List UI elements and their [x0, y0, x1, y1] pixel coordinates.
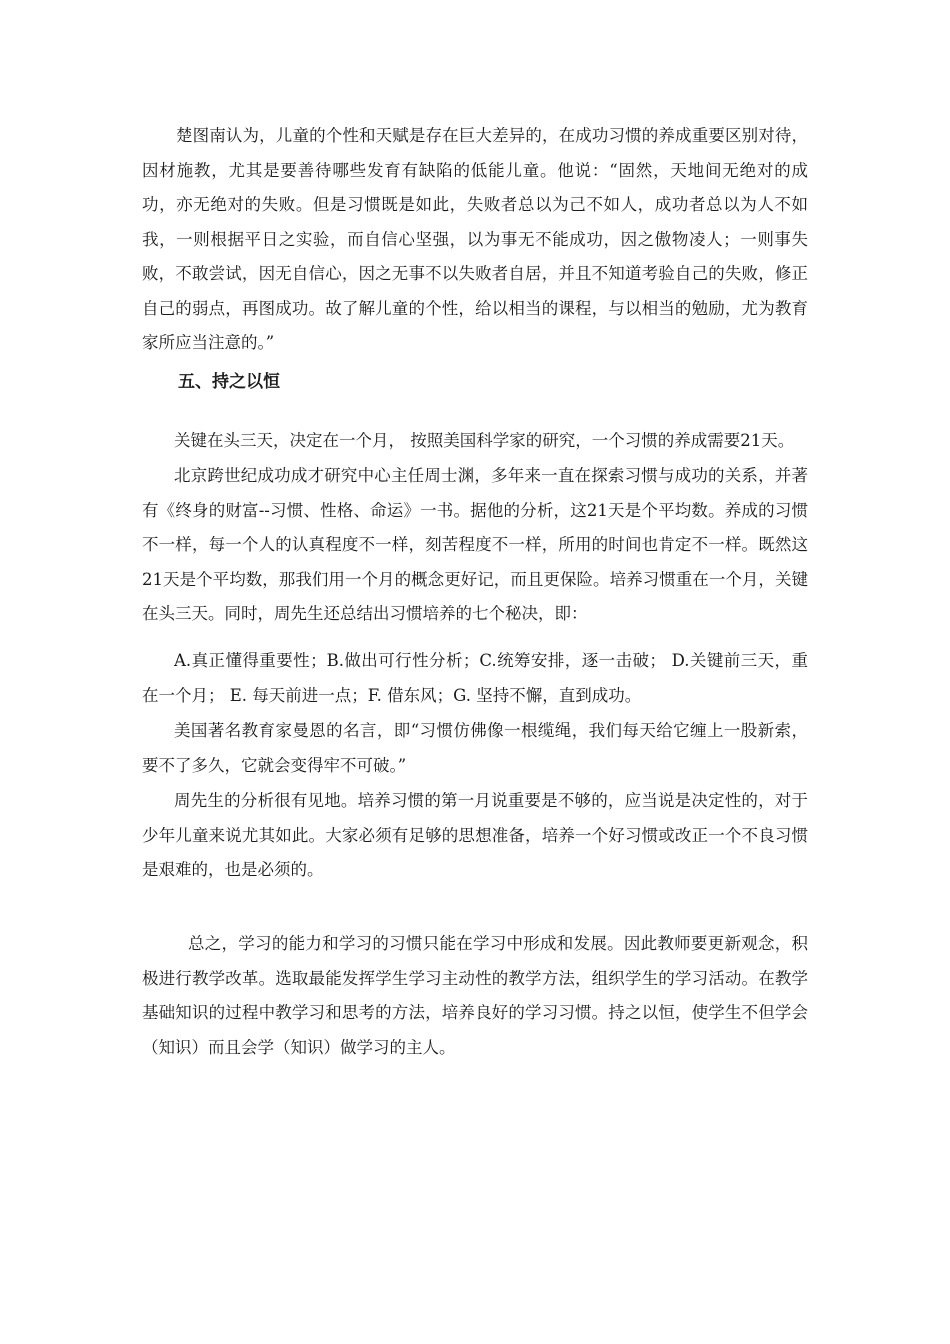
paragraph-first-month: 周先生的分析很有见地。培养习惯的第一月说重要是不够的，应当说是决定性的，对于少年儿童来说尤其如此。大家必须有足够的思想准备，培养一个好习惯或改正一个不良习惯是艰难的，也是必须的。 [142, 791, 808, 879]
paragraph-seven-secrets: A.真正懂得重要性；B.做出可行性分析；C.统筹安排，逐一击破； D.关键前三天，重在一个月； E. 每天前进一点；F. 借东风；G. 坚持不懈，直到成功。 [142, 651, 808, 705]
paragraph-21-days: 关键在头三天，决定在一个月， 按照美国科学家的研究，一个习惯的养成需要21天。 [174, 431, 795, 450]
paragraph-chu-tunan-quote: 楚图南认为，儿童的个性和天赋是存在巨大差异的，在成功习惯的养成重要区别对待，因材施教，尤其是要善待哪些发育有缺陷的低能儿童。他说：“固然，天地间无绝对的成功，亦无绝对的失败。但是习惯既是如此，失败者总以为己不如人，成功者总以为人不如我，一则根据平日之实验，而自信心坚强，以为事无不能成功，因之傲物凌人；一则事失败，不敢尝试，因无自信心，因之无事不以失败者自居，并且不知道考验自己的失败，修正自己的弱点，再图成功。故了解儿童的个性，给以相当的课程，与以相当的勉励，尤为教育家所应当注意的。” [142, 126, 808, 352]
paragraph-mann-quote: 美国著名教育家曼恩的名言，即“习惯仿佛像一根缆绳，我们每天给它缠上一股新索，要不了多久，它就会变得牢不可破。” [142, 721, 808, 775]
paragraph-conclusion: 总之，学习的能力和学习的习惯只能在学习中形成和发展。因此教师要更新观念，积极进行教学改革。选取最能发挥学生学习主动性的教学方法，组织学生的学习活动。在教学基础知识的过程中教学习和思考的方法，培养良好的学习习惯。持之以恒，使学生不但学会（知识）而且会学（知识）做学习的主人。 [142, 934, 808, 1057]
section-heading: 五、持之以恒 [178, 372, 280, 392]
paragraph-zhou-shiyuan: 北京跨世纪成功成才研究中心主任周士渊，多年来一直在探索习惯与成功的关系，并著有《终身的财富--习惯、性格、命运》一书。据他的分析，这21天是个平均数。养成的习惯不一样，每一个人的认真程度不一样，刻苦程度不一样，所用的时间也肯定不一样。既然这21天是个平均数，那我们用一个月的概念更好记，而且更保险。培养习惯重在一个月，关键在头三天。同时，周先生还总结出习惯培养的七个秘决，即： [142, 466, 808, 623]
